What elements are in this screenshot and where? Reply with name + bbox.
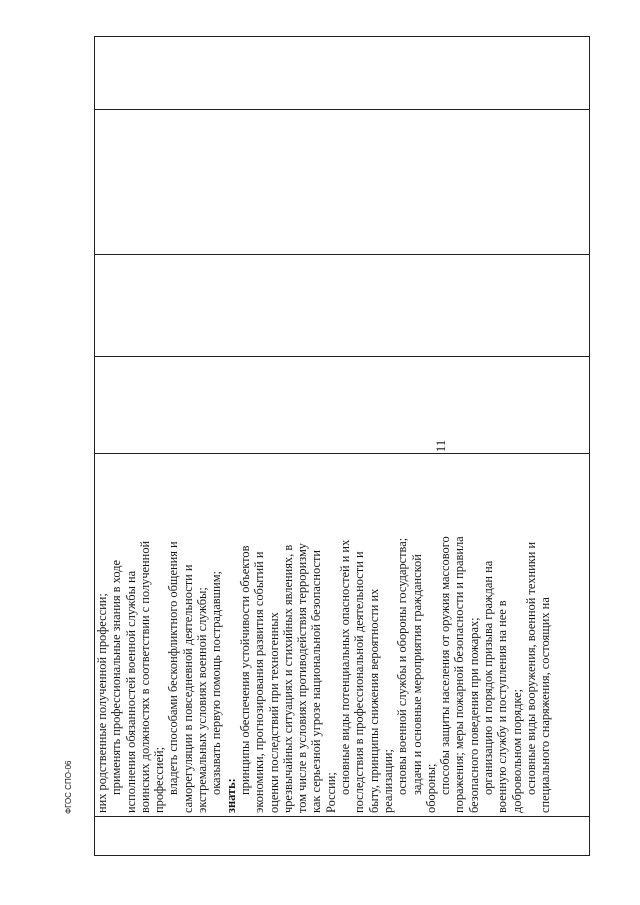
text-line: военную службу и поступления на нее в [495, 600, 510, 813]
text-line: быту, принципы снижения вероятности их [366, 588, 381, 813]
text-line: экстремальных условиях военной службы; [195, 587, 210, 813]
text-line: том числе в условиях противодействия терроризму [295, 542, 310, 813]
text-line: задачи и основные мероприятия гражданской [409, 554, 424, 795]
text-line: применять профессиональные знания в ходе [109, 560, 124, 795]
text-line: исполнения обязанностей военной службы на [123, 570, 138, 813]
text-line: чрезвычайных ситуациях и стихийных явлениях, в [280, 544, 295, 813]
text-line: способы защиты населения от оружия массового [438, 536, 453, 795]
text-line: России; [323, 772, 338, 813]
footer-document-code: ФГОС СПО-06 [64, 760, 73, 814]
text-line: владеть способами бесконфликтного общения и [166, 541, 181, 795]
text-line: принципы обеспечения устойчивости объектов [237, 545, 252, 795]
text-line: оказывать первую помощь пострадавшим; [209, 571, 224, 795]
text-line: саморегуляции в повседневной деятельности и [180, 564, 195, 813]
text-line: оценки последствий при техногенных [266, 612, 281, 813]
text-line: организацию и порядок призыва граждан на [481, 560, 496, 795]
table-cell-empty [95, 817, 590, 856]
text-line: экономики, прогнозирования развития событий и [252, 551, 267, 813]
text-line: знать: [223, 778, 238, 813]
text-line: реализации; [380, 749, 395, 813]
content-text-block [95, 454, 553, 816]
text-line: профессией; [152, 746, 167, 813]
page-number: 11 [433, 439, 448, 453]
text-line: добровольном порядке; [509, 688, 524, 813]
text-line: последствия в профессиональной деятельности и [352, 551, 367, 813]
text-line: специального снаряжения, состоящих на [538, 597, 553, 813]
table-row [95, 37, 590, 856]
text-line: безопасного поведения при пожарах; [466, 617, 481, 813]
document-table-area [94, 36, 590, 856]
text-line: основы военной службы и обороны государства; [395, 537, 410, 795]
text-line: обороны; [423, 763, 438, 813]
table-cell-empty [95, 37, 590, 110]
table-cell-content [95, 454, 590, 817]
text-line: воинских должностях в соответствии с полученной [137, 540, 152, 813]
table-cell-empty [95, 110, 590, 255]
table-cell-empty [95, 255, 590, 357]
text-line: них родственные полученной профессии; [95, 593, 109, 813]
document-table [94, 36, 590, 856]
text-line: основные виды вооружения, военной техники и [523, 541, 538, 795]
text-line: как серьезной угрозе национальной безопасности [309, 549, 324, 813]
text-line: основные виды потенциальных опасностей и их [338, 539, 353, 795]
rotated-table-container [94, 36, 590, 856]
table-cell-empty [95, 357, 590, 454]
text-line: поражения; меры пожарной безопасности и правила [452, 536, 467, 813]
